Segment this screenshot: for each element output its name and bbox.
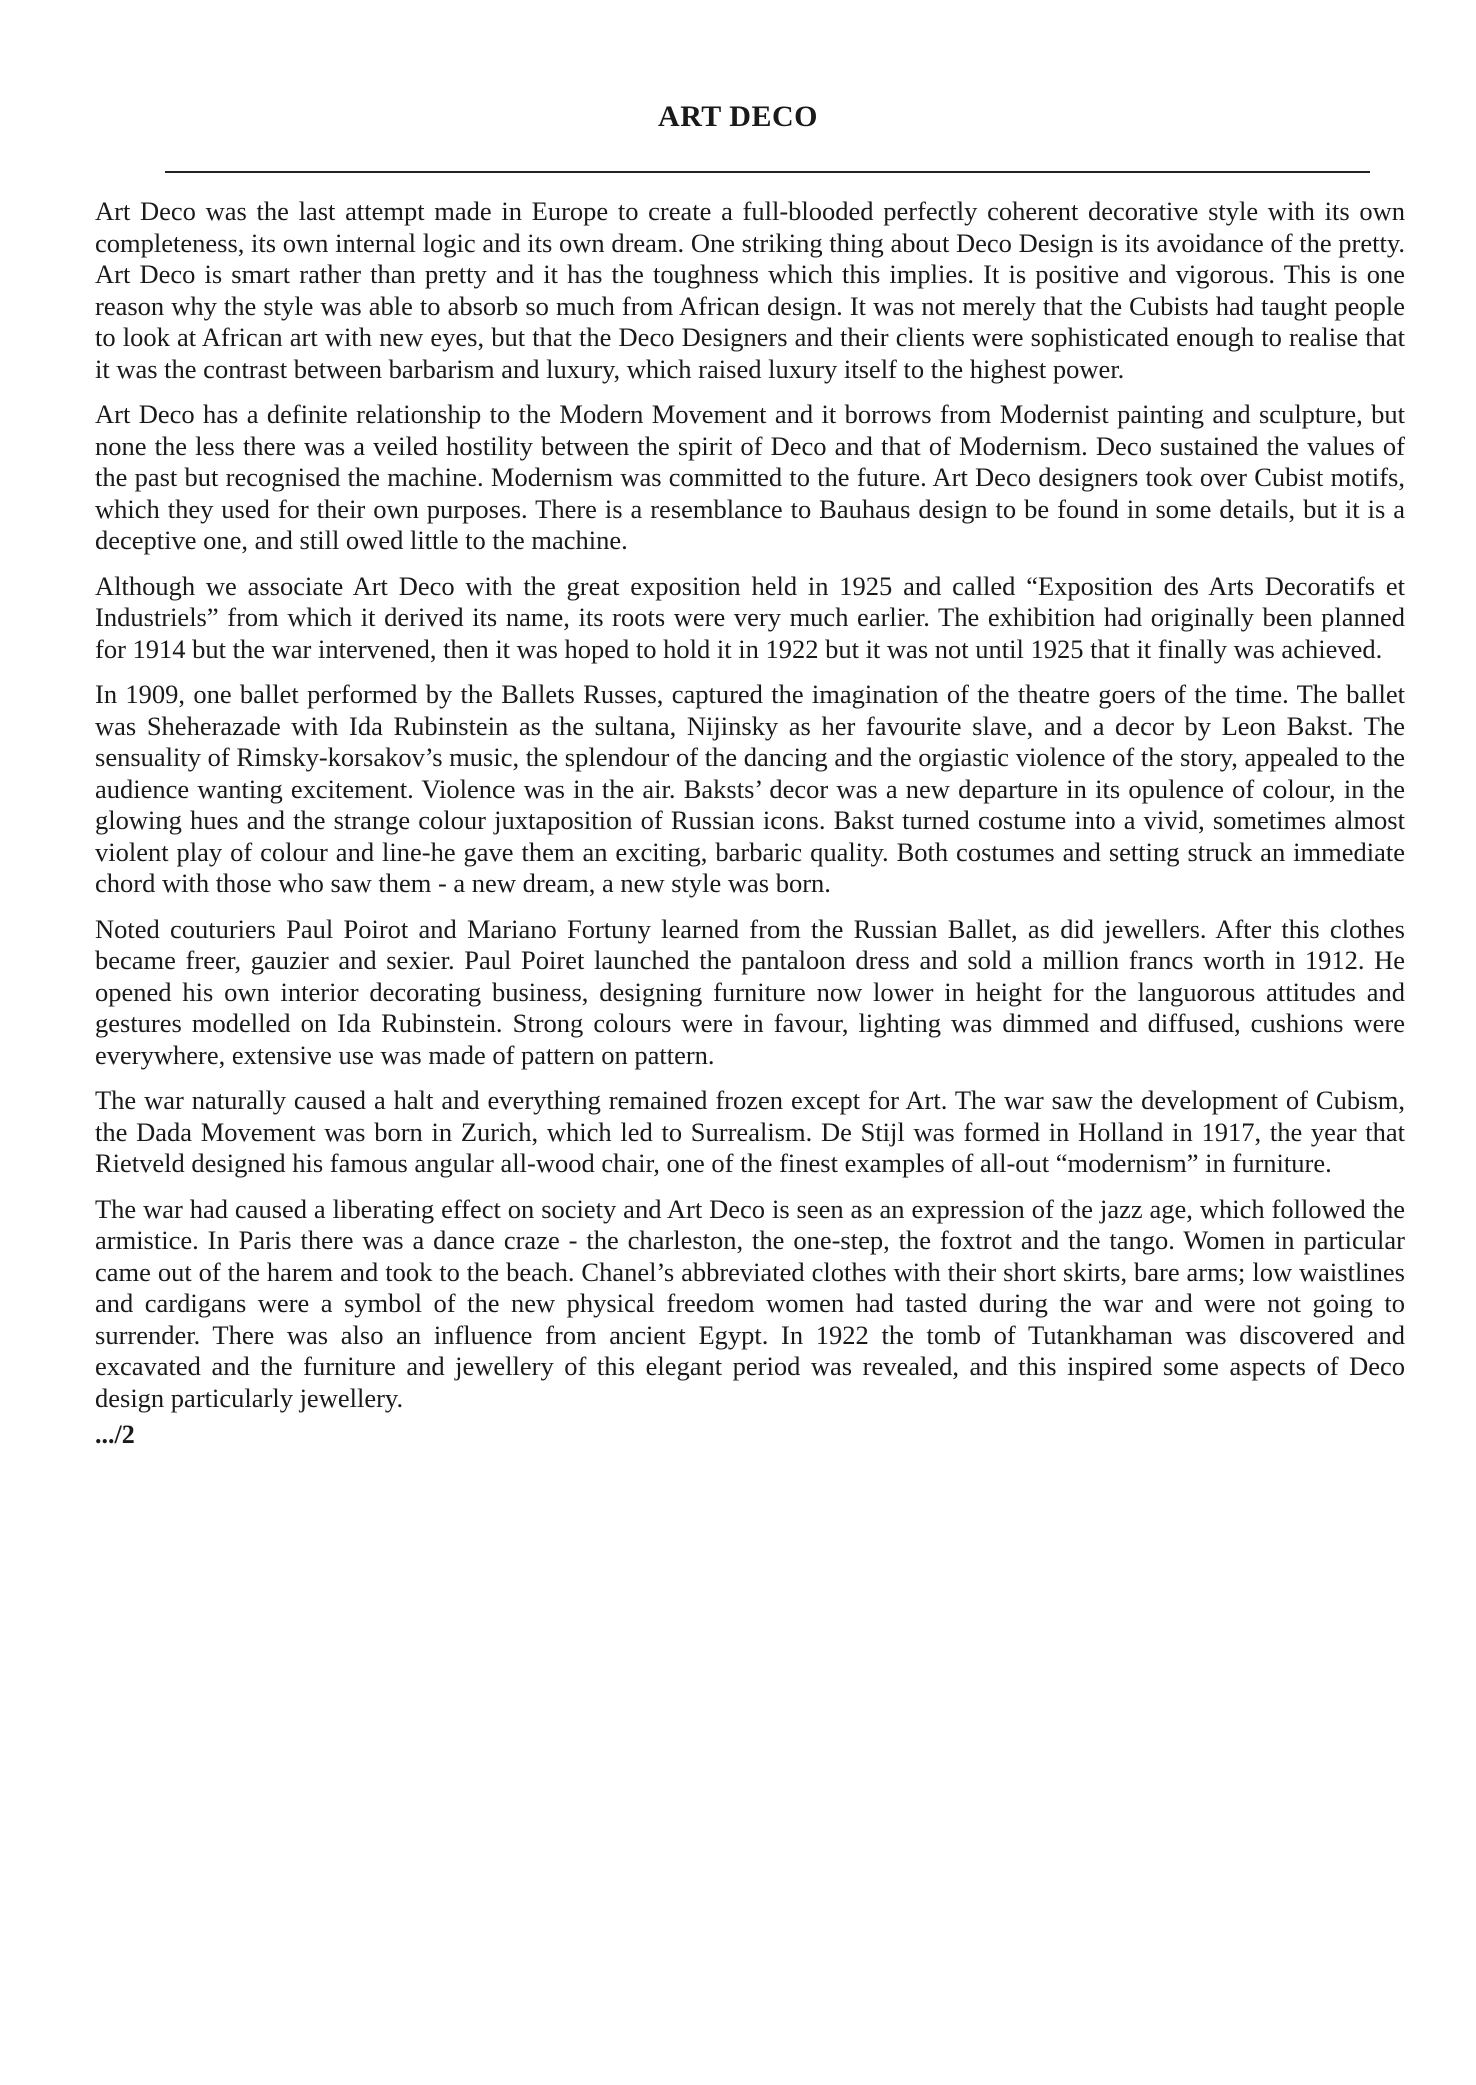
paragraph-2: Art Deco has a definite relationship to the Modern Movement and it borrows from Modernist painting and sculpture, but none the less there was a veiled hostility between the spirit of Deco and that of Modernism. Deco sustained the values of the past but recognised the machine. Modernism was committed to the future. Art Deco designers took over Cubist motifs, which they used for their own purposes. There is a resemblance to Bauhaus design to be found in some details, but it is a deceptive one, and still owed little to the machine. [95,399,1405,555]
paragraph-1: Art Deco was the last attempt made in Europe to create a full-blooded perfectly coherent decorative style with its own completeness, its own internal logic and its own dream. One striking thing about Deco Design is its avoidance of the pretty. Art Deco is smart rather than pretty and it has the toughness which this implies. It is positive and vigorous. This is one reason why the style was able to absorb so much from African design. It was not merely that the Cubists had taught people to look at African art with new eyes, but that the Deco Designers and their clients were sophisticated enough to realise that it was the contrast between barbarism and luxury, which raised luxury itself to the highest power. [95,196,1405,384]
paragraph-4: In 1909, one ballet performed by the Ballets Russes, captured the imagination of the theatre goers of the time. The ballet was Sheherazade with Ida Rubinstein as the sultana, Nijinsky as her favourite slave, and a decor by Leon Bakst. The sensuality of Rimsky-korsakov’s music, the splendour of the dancing and the orgiastic violence of the story, appealed to the audience wanting excitement. Violence was in the air. Baksts’ decor was a new departure in its opulence of colour, in the glowing hues and the strange colour juxtaposition of Russian icons. Bakst turned costume into a vivid, sometimes almost violent play of colour and line-he gave them an exciting, barbaric quality. Both costumes and setting struck an immediate chord with those who saw them - a new dream, a new style was born. [95,679,1405,898]
title-divider [165,171,1370,173]
document-title: ART DECO [658,100,818,133]
paragraph-6: The war naturally caused a halt and everything remained frozen except for Art. The war saw the development of Cubism, the Dada Movement was born in Zurich, which led to Surrealism. De Stijl was formed in Holland in 1917, the year that Rietveld designed his famous angular all-wood chair, one of the finest examples of all-out “modernism” in furniture. [95,1085,1405,1178]
paragraph-5: Noted couturiers Paul Poirot and Mariano Fortuny learned from the Russian Ballet, as did jewellers. After this clothes became freer, gauzier and sexier. Paul Poiret launched the pantaloon dress and sold a million francs worth in 1912. He opened his own interior decorating business, designing furniture now lower in height for the languorous attitudes and gestures modelled on Ida Rubinstein. Strong colours were in favour, lighting was dimmed and diffused, cushions were everywhere, extensive use was made of pattern on pattern. [95,913,1405,1070]
document-body [95,196,1405,1450]
paragraph-7: The war had caused a liberating effect on society and Art Deco is seen as an expression of the jazz age, which followed the armistice. In Paris there was a dance craze - the charleston, the one-step, the foxtrot and the tango. Women in particular came out of the harem and took to the beach. Chanel’s abbreviated clothes with their short skirts, bare arms; low waistlines and cardigans were a symbol of the new physical freedom women had tasted during the war and were not going to surrender. There was also an influence from ancient Egypt. In 1922 the tomb of Tutankhaman was discovered and excavated and the furniture and jewellery of this elegant period was revealed, and this inspired some aspects of Deco design particularly jewellery. [95,1193,1405,1413]
paragraph-3: Although we associate Art Deco with the great exposition held in 1925 and called “Exposition des Arts Decoratifs et Industriels” from which it derived its name, its roots were very much earlier. The exhibition had originally been planned for 1914 but the war intervened, then it was hoped to hold it in 1922 but it was not until 1925 that it finally was achieved. [95,570,1405,664]
page-continuation-marker: .../2 [95,1420,135,1449]
